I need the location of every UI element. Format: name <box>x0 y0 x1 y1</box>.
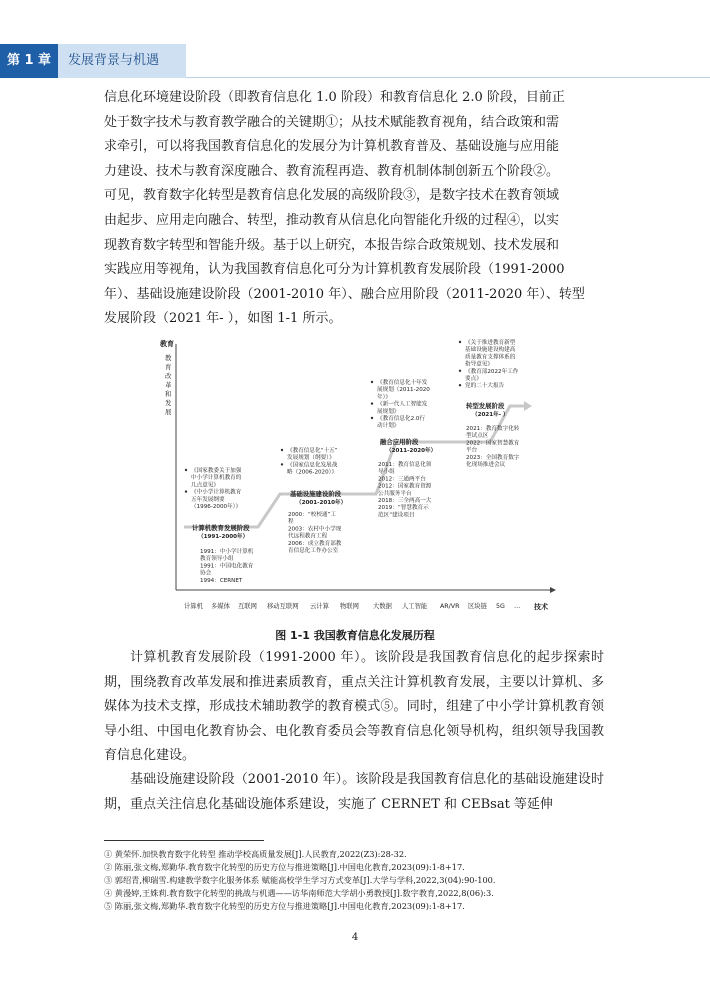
x-axis-arrow <box>550 587 556 593</box>
text-line: 发展阶段（2021 年- ），如图 1-1 所示。 <box>104 311 342 327</box>
policy-text: 《中小学计算机教育 <box>191 489 242 496</box>
policy-text: 党的二十大报告 <box>465 383 505 390</box>
stage-period: （2011-2020年） <box>386 448 437 454</box>
event-text: 1991：中小学计算机 <box>200 549 254 555</box>
paragraph-stage-1: 计算机教育发展阶段（1991-2000 年）。该阶段是我国教育信息化的起步探索时期，围绕教育改革发展和推进素质教育，重点关注计算机教育发展，主要以计算机、多媒体为技术支撑，形成技术辅助教学的教育模式⑤。同时，组建了中小学计算机教育领导小组、中国电化教育协会、电化教育委员会等教育信息化领导机构，组织领导我国教育信息化建设。 <box>104 650 604 763</box>
event-text: 1994：CERNET <box>200 577 243 584</box>
event-text: 2000：“校校通”工 <box>288 512 337 518</box>
stage-4 <box>459 338 520 468</box>
stage-name: 融合应用阶段 <box>380 438 419 446</box>
footnote-divider <box>104 840 264 841</box>
policy-text: 中小学计算机教育的 <box>191 475 242 482</box>
event-text: 教育领导小组 <box>200 556 234 563</box>
text-line: 现教育数字转型和智能升级。基于以上研究，本报告综合政策规划、技术发展和 <box>104 237 560 253</box>
event-text: 代远程教育工程 <box>288 533 328 540</box>
policy-bullet <box>371 402 373 404</box>
paragraph-stage-2: 基础设施建设阶段（2001-2010 年）。该阶段是我国教育信息化的基础设施建设时期，重点关注信息化基础设施体系建设，实施了 CERNET 和 CEBsat 等延伸 <box>104 772 604 812</box>
stage-1 <box>185 466 254 584</box>
staircase-arrow <box>524 401 532 411</box>
event-text: 2018：三全两高一大 <box>378 498 432 504</box>
chapter-divider <box>186 77 710 78</box>
event-text: 范区”建设项目 <box>378 512 415 519</box>
policy-text: 质量教育支撑体系的 <box>465 354 516 361</box>
event-text: 公共服务平台 <box>378 490 412 497</box>
text-line: 求牵引，可以将我国教育信息化的发展分为计算机教育普及、基础设施与应用能 <box>104 139 560 155</box>
event-text: 化现场推进会议 <box>466 462 506 468</box>
text-line: 由起步、应用走向融合、转型，推动教育从信息化向智能化升级的过程④，以实 <box>104 212 560 228</box>
footnotes <box>104 848 614 913</box>
event-text: 2011：教育信息化领 <box>378 462 432 468</box>
policy-bullet <box>371 381 373 383</box>
y-axis-label-char: 和 <box>165 390 172 398</box>
y-axis-title: 教育 <box>160 340 174 348</box>
stage-period: （1991-2000年） <box>198 534 249 540</box>
technology-label: 多媒体 <box>211 603 230 610</box>
event-text: 2023：全国教育数字 <box>466 454 520 461</box>
y-axis-label <box>165 353 172 416</box>
x-axis-title: 技术 <box>534 603 548 611</box>
stage-period: （2021年- ） <box>472 412 509 418</box>
paragraph-intro <box>104 86 614 332</box>
policy-text: 《关于推进教育新型 <box>465 340 516 346</box>
page-number: 4 <box>351 932 359 943</box>
y-axis-label-char: 革 <box>165 381 172 389</box>
event-text: 2006：成立教育部教 <box>288 540 342 547</box>
text-line: 年）、基础设施建设阶段（2001-2010 年）、融合应用阶段（2011-2020 年）、转型 <box>104 286 585 302</box>
figure-caption: 图 1-1 我国教育信息化发展历程 <box>275 629 435 642</box>
chapter-title: 发展背景与机遇 <box>58 44 186 78</box>
policy-text: 动计划》 <box>377 423 400 430</box>
footnote-item: ④ 黄漫婷,王姝莉.教育数字化转型的挑战与机遇——访华南师范大学胡小勇教授[J].数字教育,2022,8(06):3. <box>104 888 494 898</box>
policy-text: 五年发展纲要 <box>191 496 225 503</box>
policy-text: 《教育信息化十年发 <box>377 380 428 386</box>
footnote-item: ⑤ 陈丽,张文梅,郑勤华.教育数字化转型的历史方位与推进策略[J].中国电化教育,2023(09):1-8+17. <box>104 901 465 911</box>
stage-2 <box>281 446 346 554</box>
policy-bullet <box>459 384 461 386</box>
event-text: 平台 <box>466 447 478 454</box>
technology-label: AR/VR <box>440 603 460 610</box>
y-axis-label-char: 育 <box>165 363 172 371</box>
text-line: 实践应用等视角，认为我国教育信息化可分为计算机教育发展阶段（1991-2000 <box>104 262 565 278</box>
event-text: 2021：教育数字化转 <box>466 426 520 432</box>
policy-text: （1996-2000年）》 <box>191 504 242 510</box>
stage-name: 计算机教育发展阶段 <box>192 524 250 532</box>
technology-labels <box>184 601 520 610</box>
event-text: 2022：国家智慧教育 <box>466 440 520 447</box>
technology-label: 物联网 <box>340 603 359 610</box>
policy-bullet <box>459 370 461 372</box>
policy-text: 《国家教委关于加强 <box>191 468 242 474</box>
y-axis-label-char: 发 <box>165 399 172 407</box>
footnote-item: ② 陈丽,张文梅,郑勤华.教育数字化转型的历史方位与推进策略[J].中国电化教育,2023(09):1-8+17. <box>104 862 465 872</box>
policy-text: 展规划（2011-2020 <box>377 387 430 394</box>
chapter-tag: 第 1 章 <box>0 44 58 78</box>
technology-label: 大数据 <box>373 603 392 610</box>
text-line: 力建设、技术与教育深度融合、教育流程再造、教育机制体制创新五个阶段②。 <box>104 163 560 179</box>
policy-bullet <box>185 490 187 492</box>
policy-text: 基础设施建设构建高 <box>465 347 516 354</box>
policy-bullet <box>281 463 283 465</box>
policy-text: 几点意见》 <box>191 482 219 489</box>
policy-bullet <box>281 449 283 451</box>
policy-text: 要点》 <box>465 376 482 382</box>
y-axis-label-char: 改 <box>165 372 172 380</box>
text-line: 信息化环境建设阶段（即教育信息化 1.0 阶段）和教育信息化 2.0 阶段，目前正 <box>104 90 565 105</box>
policy-text: 《新一代人工智能发 <box>377 401 428 408</box>
footnote-item: ① 黄荣怀.加快教育数字化转型 推动学校高质量发展[J].人民教育,2022(Z3):28-32. <box>104 849 407 859</box>
policy-bullet <box>185 469 187 471</box>
event-text: 2019：“智慧教育示 <box>378 505 429 512</box>
event-text: 协会 <box>200 570 212 577</box>
event-text: 2012：国家教育资源 <box>378 483 432 490</box>
stage-name: 基础设施建设阶段 <box>290 490 342 498</box>
policy-text: 年）》 <box>377 394 391 401</box>
policy-text: 指导意见》 <box>465 361 493 368</box>
text-line: 可见，教育数字化转型是教育信息化发展的高级阶段③，是数字技术在教育领域 <box>104 188 560 204</box>
text-line: 处于数字技术与教育教学融合的关键期①；从技术赋能教育视角，结合政策和需 <box>104 114 560 130</box>
stages <box>185 338 520 584</box>
technology-label: 计算机 <box>184 603 203 610</box>
event-text: 2012：三通两平台 <box>378 476 426 483</box>
policy-text: 展规划》 <box>377 408 400 415</box>
event-text: 程 <box>288 519 294 526</box>
policy-text: 《教育信息化“十五” <box>287 448 338 454</box>
stage-name: 转型发展阶段 <box>466 402 505 410</box>
event-text: 导小组 <box>378 469 395 476</box>
technology-label: 云计算 <box>310 603 329 610</box>
policy-text: 发展规划（纲要）》 <box>287 455 335 462</box>
policy-text: 略（2006-2020）》 <box>287 469 338 476</box>
event-text: 型试点区 <box>466 433 489 440</box>
technology-label: 互联网 <box>238 603 257 610</box>
policy-text: 《教育部2022年工作 <box>465 368 519 375</box>
policy-text: 《国家信息化发展战 <box>287 462 338 469</box>
technology-label: 区块链 <box>468 603 487 610</box>
technology-label: … <box>514 603 521 610</box>
event-text: 2003：农村中小学现 <box>288 526 342 533</box>
technology-label: 移动互联网 <box>267 603 299 610</box>
y-axis-label-char: 教 <box>165 354 172 362</box>
technology-label: 5G <box>496 603 505 610</box>
education-informatization-figure <box>150 338 560 616</box>
policy-bullet <box>371 417 373 419</box>
stage-3 <box>371 378 436 518</box>
chapter-header <box>0 44 710 78</box>
policy-bullet <box>459 341 461 343</box>
y-axis-label-char: 展 <box>165 408 172 416</box>
footnote-item: ③ 郭绍青,柳瑞雪.构建教学数字化服务体系 赋能高校学生学习方式变革[J].大学与学科,2022,3(04):90-100. <box>104 875 496 885</box>
stage-period: （2001-2010年） <box>296 500 347 506</box>
technology-label: 人工智能 <box>402 603 428 610</box>
policy-text: 《教育信息化2.0行 <box>377 416 426 422</box>
event-text: 1991：中国电化教育 <box>200 563 254 570</box>
event-text: 育信息化工作办公室 <box>288 548 339 554</box>
